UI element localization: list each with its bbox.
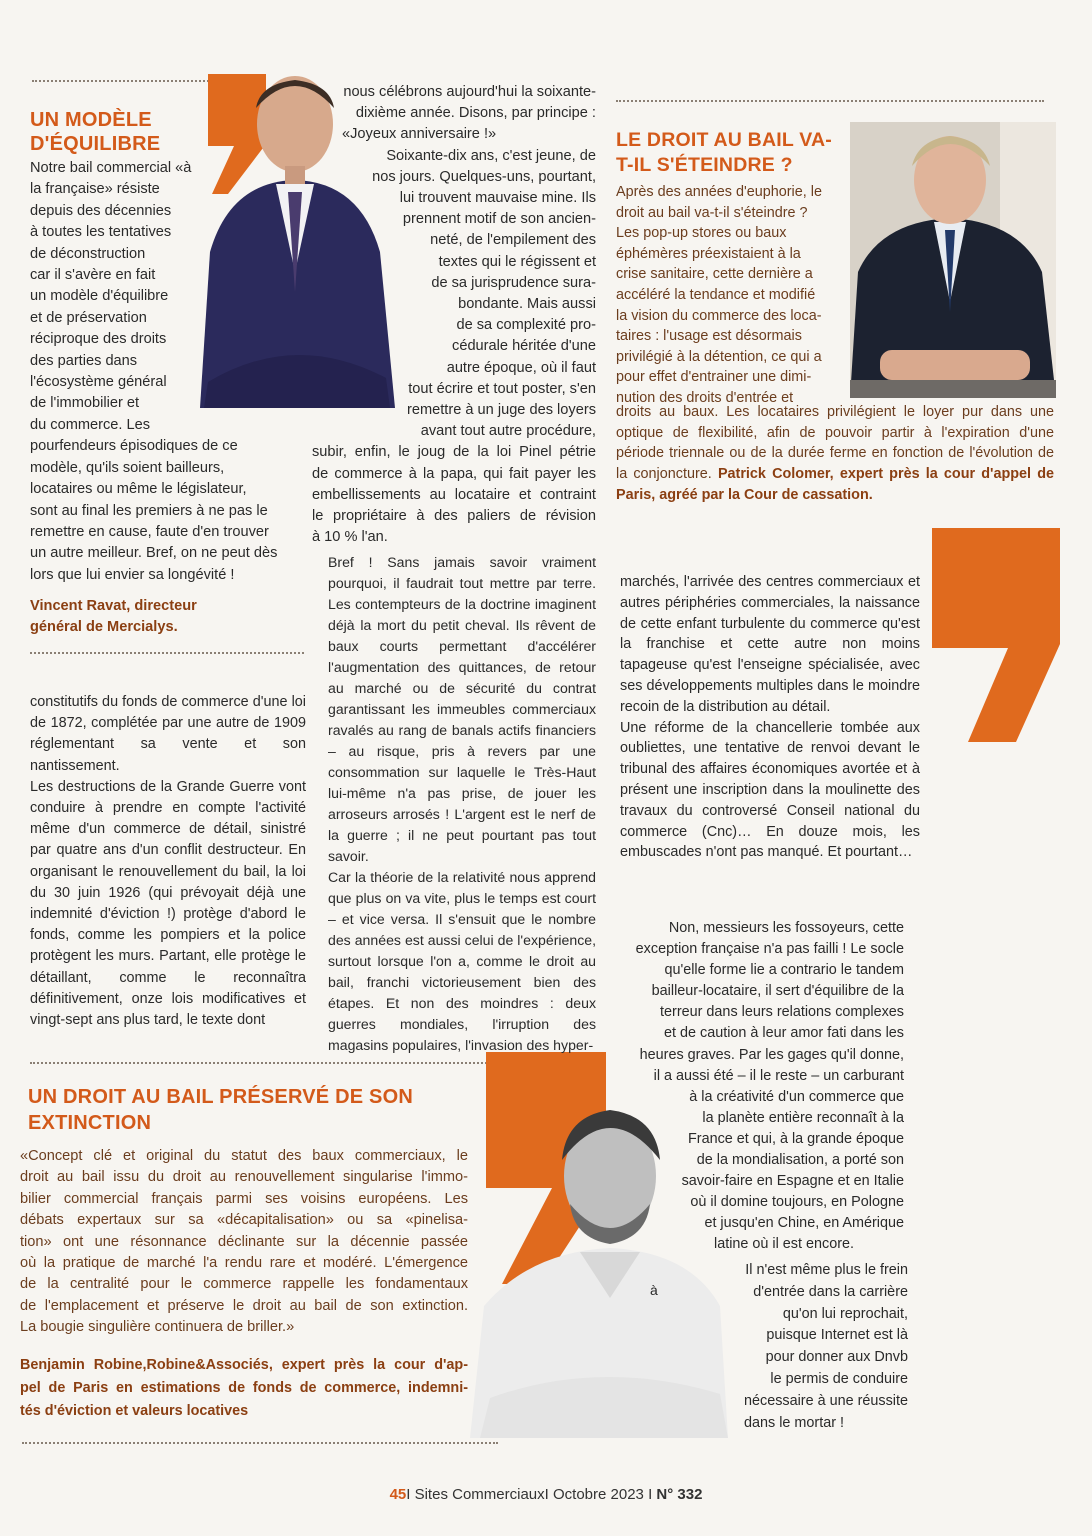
text-line: de sa complexité pro- [456,317,596,334]
section-droit-eteindre [616,128,846,409]
text-line: subir, enfin, le joug de la loi Pinel pétrie [312,444,596,461]
text-line: prennent motif de son ancien- [402,211,596,228]
text-line: Les pop-up stores ou baux [616,225,787,242]
paragraph: Bref ! Sans jamais savoir vraiment pourquoi, il faudrait tout mettre par terre. Les contempteurs de la doctrine imaginent déjà la mort du petit cheval. Ils rêvent de baux courts permettant d'accélérer l'augmentation des quittances, de retour au marché ou de sécurité du contrat garantissant les immeubles commerciaux ravalés au rang de banals actifs financiers – au risque, pris à revers par une consommation sur laquelle le Très-Haut lui-même n'a pas prise, de jouer les arroseurs arrosés ! L'argent est le nerf de la guerre ; il ne peut pourtant pas tout savoir. [328,554,596,864]
text-line: taires : l'usage est désormais [616,328,802,345]
text-line: terreur dans leurs relations complexes [660,1004,904,1021]
issue-date: Octobre 2023 [552,1486,644,1503]
text-line: débats expertaux sur sa «décapitalisation» ou sa «pinelisa- [20,1212,468,1229]
text-line: le propriétaire à des paliers de révision [312,508,596,525]
text-line: Il n'est même plus le frein [745,1262,908,1278]
text-line: Notre bail commercial «à [30,160,192,176]
signature-line: Benjamin Robine,Robine&Associés, expert près la cour d'ap- [20,1357,468,1373]
text-line: textes qui le régissent et [438,253,596,270]
section-modele-equilibre [30,108,320,156]
paragraph: Les destructions de la Grande Guerre vont conduire à prendre en compte l'activité même d'un commerce de détail, sinistré par quatre ans d'un conflit destructeur. En organisant le renouvellement du bail, la loi du 30 juin 1926 (qui prévoyait déjà une indemnité d'éviction !) protège d'abord le fonds, comme les pompiers et la police protègent les murs. Partant, elle protège le détaillant, comme le reconnaîtra définitivement, onze lois modificatives et vingt-sept ans plus tard, le texte dont [30,778,306,1029]
section1-lead-narrow [30,158,277,638]
text-line: à toutes les tentatives [30,224,172,241]
text-line: de la centralité pour le commerce rappelle les fondamentaux [20,1276,468,1293]
text-line: nos jours. Quelques-uns, pourtant, [372,168,596,185]
divider-bottom-left-bottom [22,1442,498,1444]
section-title-eteindre [616,128,846,178]
section2-wide-text [616,402,1054,506]
middle-column-body [328,552,596,1056]
text-line: pour donner aux Dnvb [765,1349,908,1366]
text-line: remettre à un juge des loyers [406,402,596,419]
title-line: EXTINCTION [28,1112,152,1134]
paragraph: marchés, l'arrivée des centres commerciaux et autres périphéries commerciales, la naissance de cette enfant turbulente du commerce qu'est la franchise et cette autre non moins tapageuse qu'est l'enseigne spécialisée, avec ses développements multiples dans le moindre recoin de la distribution au détail. [620,574,920,715]
text-line: dixième année. Disons, par principe : [355,105,596,122]
text-line: France et qui, à la grande époque [687,1130,904,1147]
text-line: d'entrée dans la carrière [753,1283,908,1300]
stray-character: à [650,1282,658,1298]
middle-column-intro [312,82,596,548]
signature-line: général de Mercialys. [30,619,178,636]
text-line: un modèle d'équilibre [30,288,169,305]
title-line: LE DROIT AU BAIL VA- [616,129,832,151]
divider-left-mid [30,652,304,654]
text-line: locataires ou même le législateur, [30,481,247,498]
text-line: heures graves. Par les gages qu'il donne, [639,1046,904,1063]
text-line: Non, messieurs les fossoyeurs, cette [668,920,904,936]
text-line: de sa jurisprudence sura- [431,274,596,291]
text-line: tout écrire et tout poster, s'en [408,380,596,397]
title-line: D'ÉQUILIBRE [30,133,161,155]
text-line: exception française n'a pas failli ! Le socle [635,941,904,958]
text-line: «Joyeux anniversaire !» [342,126,497,143]
text-line: à 10 % l'an. [312,529,388,546]
text-line: modèle, qu'ils soient bailleurs, [30,459,225,476]
left-column-body [30,692,306,1031]
text-line: qu'elle forme lie a contrario le tandem [664,962,904,979]
section-title-preserve [28,1084,498,1136]
divider-bottom-left-top [30,1062,490,1064]
text-line: du commerce. Les [30,416,151,433]
text-line: de l'immobilier et [30,395,140,412]
text-line: latine où il est encore. [714,1236,854,1253]
right-column-para3 [612,918,904,1256]
text-line: droit au bail va-t-il s'éteindre ? [616,204,808,221]
text-line: depuis des décennies [30,202,172,219]
footer-separator: I [648,1486,653,1503]
text-line: embellissements au locataire et contraint [312,486,596,503]
text-line: Soixante-dix ans, c'est jeune, de [386,147,596,164]
quote-mark-icon-right [932,528,1060,742]
section3-quote [20,1146,468,1339]
text-line: dans le mortar ! [744,1414,844,1431]
publication-name: Sites Commerciaux [414,1486,545,1503]
right-column-body [620,572,920,863]
text-line: la planète entière reconnaît à la [702,1109,904,1126]
signature-colomer: Patrick Colomer, expert près la cour d'appel de Paris, agréé par la Cour de cassation. [616,465,1054,503]
text-line: droit au bail issu du droit au renouvellement singularise l'immo- [20,1169,468,1186]
text-line: lors que lui envier sa longévité ! [30,566,235,583]
text-line: Après des années d'euphorie, le [616,184,822,200]
text-line: avant tout autre procédure, [420,423,596,440]
text-line: des parties dans [30,352,138,369]
section-droit-preserve [28,1084,498,1136]
portrait-patrick-colomer [850,122,1056,398]
issue-number: N° 332 [656,1486,703,1503]
text-line: où il domine toujours, en Pologne [690,1194,904,1211]
footer-separator: I [406,1486,411,1503]
divider-top-right [616,100,1044,102]
text-line: privilégié à la détention, ce qui a [616,348,822,365]
text-line: tion» ont une résonnance déclinante sur la décennie passée [20,1233,468,1250]
text-line: nous célébrons aujourd'hui la soixante- [343,84,596,100]
right-column-para4 [704,1260,908,1434]
text-line: bilier commercial français parmi ses voisins européens. Les [20,1190,468,1207]
text-line: sont au final les premiers à ne pas le [30,502,268,519]
title-line: T-IL S'ÉTEINDRE ? [616,154,793,176]
text-line: «Concept clé et original du statut des baux commerciaux, le [20,1148,468,1164]
paragraph: Car la théorie de la relativité nous apprend que plus on va vite, plus le temps est court – et vice versa. Il s'ensuit que le nombre des années est aussi celui de l'expérience, surtout lorsque l'on a, comme le droit au bail, franchi victorieusement bien des étapes. Et non des moindres : deux guerres mondiales, l'irruption des magasins populaires, l'invasion des hyper- [328,869,596,1053]
signature-line: tés d'éviction et valeurs locatives [20,1403,249,1419]
text-line: où la pratique de marché l'a rendu rare et modéré. L'émergence [20,1255,468,1272]
text-line: un autre meilleur. Bref, on ne peut dès [30,545,278,562]
text-line: et de préservation [30,309,147,326]
text-line: il a aussi été – il le reste – un carburant [653,1067,904,1084]
text-line: de l'emplacement et préserve le droit au bail de son extinction. [20,1297,468,1314]
text-line: nution des droits d'entrée et [616,389,794,406]
text-line: et de caution à leur amor fati dans les [664,1025,904,1042]
text-line: cédurale héritée d'une [452,338,596,355]
text-line: l'écosystème général [30,374,167,391]
text-line: de commerce à la papa, qui fait payer les [312,465,596,482]
text-line: de la mondialisation, a porté son [696,1152,904,1169]
text-line: pourfendeurs épisodiques de ce [30,438,238,455]
text-line: réciproque des droits [30,331,167,348]
text-line: la française» résiste [30,181,160,198]
text-line: nécessaire à une réussite [744,1392,908,1409]
text-line: puisque Internet est là [766,1327,908,1344]
text-line: bondante. Mais aussi [458,296,596,313]
signature-robine [20,1354,468,1423]
text-line: et jusqu'en Chine, en Amérique [704,1215,904,1232]
text-line: accéléré la tendance et modifié [616,286,816,303]
page-number: 45 [389,1486,407,1503]
text-line: à la créativité d'un commerce que [689,1088,904,1105]
section2-lead-narrow [616,182,846,409]
signature-line: Vincent Ravat, directeur [30,598,197,615]
signature-ravat [30,596,277,638]
text-line: remettre en cause, faute d'en trouver [30,523,269,540]
text-line: qu'on lui reprochait, [782,1305,908,1322]
text-line: car il s'avère en fait [30,267,156,284]
text-line: autre époque, où il faut [446,359,596,376]
text-line: bailleur-locataire, il sert d'équilibre de la [651,983,904,1000]
paragraph: droits au baux. Les locataires privilégient le loyer pur dans une optique de flexibilité, afin de pouvoir partir à l'expiration d'une période triennale ou de la durée ferme en fonction de l'évolution de la conjoncture. [616,404,1054,482]
text-line: La bougie singulière continuera de briller.» [20,1319,295,1336]
paragraph: constitutifs du fonds de commerce d'une loi de 1872, complétée par une autre de 1909 réglementant sa vente et son nantissement. [30,694,306,774]
text-line: la vision du commerce des loca- [616,307,822,324]
text-line: crise sanitaire, cette dernière a [616,266,813,283]
text-line: savoir-faire en Espagne et en Italie [681,1173,904,1190]
section-title-modele [30,108,320,156]
text-line: de déconstruction [30,245,146,262]
text-line: éphémères préexistaient à la [616,245,801,262]
footer-separator: I [544,1486,549,1503]
page-footer [0,1486,1092,1503]
title-line: UN MODÈLE [30,109,152,131]
title-line: UN DROIT AU BAIL PRÉSERVÉ DE SON [28,1086,413,1108]
text-line: le permis de conduire [770,1370,908,1387]
paragraph: Une réforme de la chancellerie tombée aux oubliettes, une tentative de renvoi devant le tribunal des affaires économiques avortée et à présent une inscription dans la moulinette des travaux du controversé Conseil national du commerce (Cnc)… En douze mois, les embuscades n'ont pas manqué. Et pourtant… [620,719,920,861]
text-line: neté, de l'empilement des [430,232,596,249]
text-line: pour effet d'entrainer une dimi- [616,369,812,386]
text-line: lui trouvent mauvaise mine. Ils [399,190,596,207]
signature-line: pel de Paris en estimations de fonds de commerce, indemni- [20,1380,468,1396]
